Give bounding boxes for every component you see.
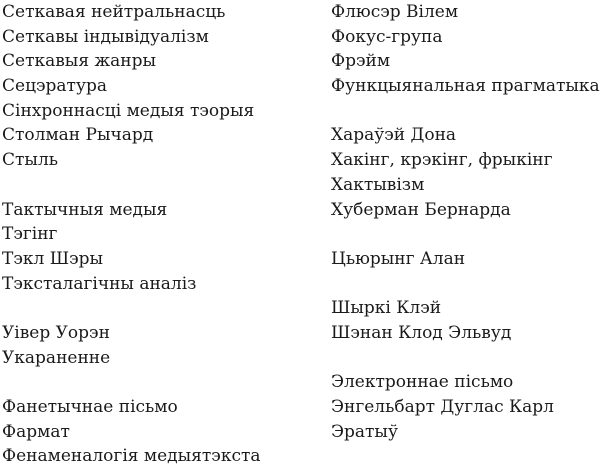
index-entry: Электроннае пісьмо [331, 372, 514, 393]
index-spacer [2, 296, 302, 321]
index-spacer [2, 370, 302, 395]
index-entry: Тэксталагічны аналіз [2, 273, 197, 294]
index-entry: Столман Рычард [2, 125, 154, 146]
index-entry: Сінхроннасці медыя тэорыя [2, 100, 255, 121]
index-spacer [331, 272, 612, 297]
index-entry: Хараўэй Дона [331, 125, 457, 146]
index-entry: Сеткавы індывідуалізм [2, 26, 209, 47]
index-entry: Укараненне [2, 347, 111, 368]
index-entry: Фармат [2, 421, 70, 442]
index-entry: Флюсэр Вілем [331, 2, 459, 22]
index-entry: Тактычныя медыя [2, 199, 168, 220]
index-entry: Хакінг, крэкінг, фрыкінг [331, 150, 553, 171]
index-entry: Стыль [2, 150, 58, 171]
index-entry: Фрэйм [331, 51, 391, 72]
index-entry: Эратыў [331, 421, 398, 442]
index-entry: Цьюрынг Алан [331, 248, 466, 269]
index-entry: Сеткавая нейтральнасць [2, 2, 226, 22]
index-entry: Шэнан Клод Эльвуд [331, 322, 512, 343]
index-entry: Фанетычнае пісьмо [2, 397, 178, 417]
index-entry: Хуберман Бернарда [331, 199, 511, 220]
index-entry: Энгельбарт Дуглас Карл [331, 397, 554, 417]
index-spacer [331, 346, 612, 371]
index-entry: Фенаменалогія медыятэкста [2, 446, 261, 467]
index-column-left [2, 0, 302, 469]
index-spacer [331, 222, 612, 247]
index-entry: Сеткавыя жанры [2, 51, 156, 72]
index-entry: Хактывізм [331, 174, 425, 195]
index-column-right [331, 0, 612, 444]
index-entry: Функцыянальная прагматыка [331, 76, 600, 97]
index-spacer [331, 99, 612, 124]
index-entry: Шыркі Клэй [331, 298, 442, 319]
index-entry: Фокус-група [331, 26, 443, 47]
index-spacer [2, 173, 302, 198]
index-entry: Тэкл Шэры [2, 248, 104, 269]
index-entry: Тэгінг [2, 224, 58, 245]
index-entry: Уівер Уорэн [2, 322, 110, 343]
index-entry: Сецэратура [2, 76, 107, 97]
